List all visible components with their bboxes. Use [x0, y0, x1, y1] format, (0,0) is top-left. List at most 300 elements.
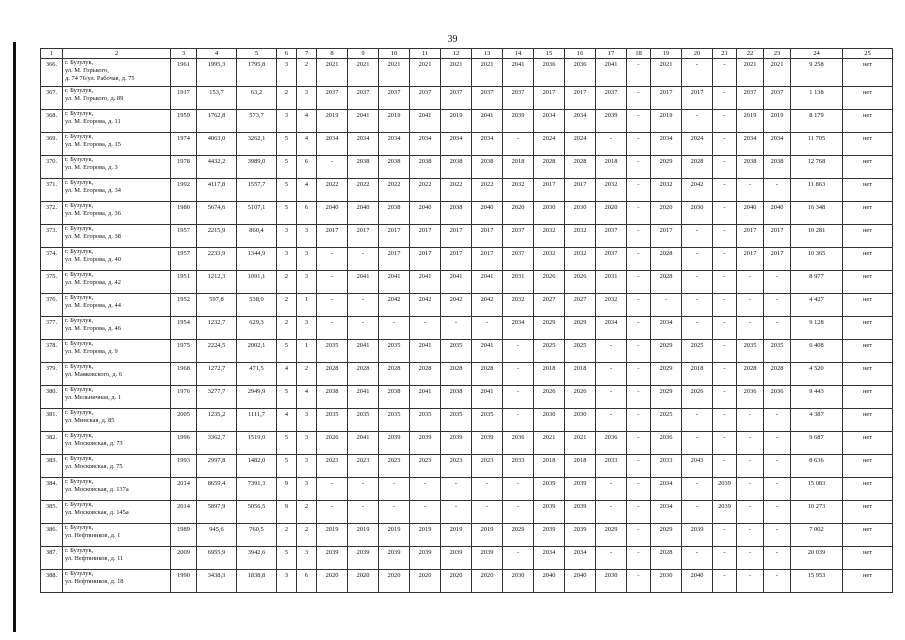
address-cell [63, 409, 171, 432]
value-cell-col-3: 1992 [171, 179, 197, 202]
value-cell-col-18: - [627, 340, 651, 363]
value-cell-col-7: 3 [297, 547, 317, 570]
value-cell-col-20: - [682, 317, 713, 340]
value-cell-col-16: 2025 [565, 340, 596, 363]
value-cell-col-4: 5897,9 [197, 501, 237, 524]
value-cell-col-15: 2029 [534, 317, 565, 340]
value-cell-col-12: 2035 [441, 340, 472, 363]
value-cell-col-19: 2034 [651, 478, 682, 501]
column-number-18: 18 [627, 49, 651, 59]
value-cell-col-14: 2030 [503, 570, 534, 593]
value-cell-col-7: 1 [297, 294, 317, 317]
value-cell-col-17: - [596, 501, 627, 524]
value-cell-col-17: - [596, 547, 627, 570]
value-cell-col-12: 2042 [441, 294, 472, 317]
value-cell-col-12: 2022 [441, 179, 472, 202]
value-cell-col-10: - [379, 317, 410, 340]
value-cell-col-19: 2019 [651, 110, 682, 133]
value-cell-col-3: 1974 [171, 133, 197, 156]
value-cell-col-5: 1344,9 [237, 248, 277, 271]
value-cell-col-17: 2032 [596, 294, 627, 317]
value-cell-col-5: 1111,7 [237, 409, 277, 432]
value-cell-col-22: 2017 [737, 248, 764, 271]
value-cell-col-3: 1996 [171, 432, 197, 455]
table-row [41, 432, 893, 455]
value-cell-col-23: 2017 [764, 225, 791, 248]
value-cell-col-21: - [713, 156, 737, 179]
value-cell-col-10: - [379, 478, 410, 501]
value-cell-col-8: 2035 [317, 409, 348, 432]
value-cell-col-19: 2032 [651, 179, 682, 202]
value-cell-col-22: 2038 [737, 156, 764, 179]
value-cell-col-8: 2020 [317, 570, 348, 593]
value-cell-col-12: 2021 [441, 59, 472, 87]
value-cell-col-9: 2020 [348, 570, 379, 593]
value-cell-col-9: 2019 [348, 524, 379, 547]
value-cell-col-7: 3 [297, 478, 317, 501]
value-cell-col-5: 7391,3 [237, 478, 277, 501]
value-cell-col-17: - [596, 133, 627, 156]
value-cell-col-12: - [441, 478, 472, 501]
row-number: 378. [41, 340, 63, 363]
value-cell-col-23: - [764, 478, 791, 501]
table-row [41, 179, 893, 202]
value-cell-col-15: 2034 [534, 547, 565, 570]
value-cell-col-21: - [713, 59, 737, 87]
value-cell-col-22: - [737, 547, 764, 570]
column-number-21: 21 [713, 49, 737, 59]
value-cell-col-18: - [627, 409, 651, 432]
value-cell-col-22: - [737, 179, 764, 202]
value-cell-col-14: - [503, 478, 534, 501]
value-cell-col-14: 2037 [503, 225, 534, 248]
value-cell-col-17: - [596, 386, 627, 409]
value-cell-col-7: 3 [297, 455, 317, 478]
value-cell-col-15: 2039 [534, 501, 565, 524]
value-cell-col-11: 2034 [410, 133, 441, 156]
value-cell-col-15: 2032 [534, 225, 565, 248]
value-cell-col-12: 2037 [441, 87, 472, 110]
address-line: ул. Московская, д. 137а [65, 486, 129, 493]
value-cell-col-19: 2028 [651, 248, 682, 271]
address-line: г. Бузулук, [65, 179, 94, 186]
value-cell-col-12: - [441, 501, 472, 524]
value-cell-col-12: 2017 [441, 225, 472, 248]
value-cell-col-23: - [764, 294, 791, 317]
value-cell-col-5: 629,3 [237, 317, 277, 340]
value-cell-col-14: 2034 [503, 317, 534, 340]
row-number: 381. [41, 409, 63, 432]
address-cell [63, 524, 171, 547]
address-line: д. 74 76/ул. Рабочая, д. 75 [65, 75, 135, 82]
address-line: г. Бузулук, [65, 294, 94, 301]
value-cell-col-14: - [503, 340, 534, 363]
address-cell [63, 501, 171, 524]
value-cell-col-20: - [682, 225, 713, 248]
value-cell-col-11: 2040 [410, 202, 441, 225]
value-cell-col-6: 2 [277, 294, 297, 317]
value-cell-col-20: - [682, 59, 713, 87]
value-cell-col-11: - [410, 501, 441, 524]
value-cell-col-19: 2025 [651, 409, 682, 432]
value-cell-col-17: 2036 [596, 432, 627, 455]
column-number-7: 7 [297, 49, 317, 59]
value-cell-col-24: 9 443 [791, 386, 843, 409]
column-number-1: 1 [41, 49, 63, 59]
value-cell-col-11: 2020 [410, 570, 441, 593]
address-line: г. Бузулук, [65, 501, 94, 508]
value-cell-col-6: 2 [277, 524, 297, 547]
value-cell-col-5: 1091,1 [237, 271, 277, 294]
column-number-14: 14 [503, 49, 534, 59]
value-cell-col-19: 2034 [651, 501, 682, 524]
value-cell-col-24: 15 953 [791, 570, 843, 593]
value-cell-col-9: 2035 [348, 409, 379, 432]
row-number: 386. [41, 524, 63, 547]
value-cell-col-15: 2025 [534, 340, 565, 363]
table-body [41, 59, 893, 593]
value-cell-col-7: 3 [297, 271, 317, 294]
value-cell-col-15: 2018 [534, 455, 565, 478]
value-cell-col-18: - [627, 202, 651, 225]
row-number: 375. [41, 271, 63, 294]
value-cell-col-11: 2041 [410, 110, 441, 133]
value-cell-col-5: 63,2 [237, 87, 277, 110]
value-cell-col-14: 2031 [503, 271, 534, 294]
value-cell-col-24: 9 687 [791, 432, 843, 455]
value-cell-col-16: 2040 [565, 570, 596, 593]
value-cell-col-15: 2040 [534, 570, 565, 593]
value-cell-col-16: 2034 [565, 547, 596, 570]
address-cell [63, 570, 171, 593]
value-cell-col-24: 4 427 [791, 294, 843, 317]
value-cell-col-14: 2032 [503, 179, 534, 202]
value-cell-col-14: 2032 [503, 294, 534, 317]
value-cell-col-19: 2029 [651, 363, 682, 386]
value-cell-col-13: 2041 [472, 340, 503, 363]
value-cell-col-4: 2233,9 [197, 248, 237, 271]
column-number-10: 10 [379, 49, 410, 59]
value-cell-col-23: - [764, 547, 791, 570]
value-cell-col-22: 2028 [737, 363, 764, 386]
column-number-4: 4 [197, 49, 237, 59]
value-cell-col-3: 1975 [171, 340, 197, 363]
address-line: г. Бузулук, [65, 87, 94, 94]
value-cell-col-25: нет [843, 294, 893, 317]
value-cell-col-14: - [503, 547, 534, 570]
value-cell-col-4: 3438,3 [197, 570, 237, 593]
value-cell-col-12: 2039 [441, 547, 472, 570]
value-cell-col-17: 2031 [596, 271, 627, 294]
value-cell-col-13: 2039 [472, 432, 503, 455]
row-number: 376. [41, 294, 63, 317]
value-cell-col-9: 2041 [348, 432, 379, 455]
column-number-6: 6 [277, 49, 297, 59]
value-cell-col-7: 3 [297, 87, 317, 110]
value-cell-col-4: 2997,8 [197, 455, 237, 478]
value-cell-col-14: 2037 [503, 248, 534, 271]
column-number-16: 16 [565, 49, 596, 59]
value-cell-col-14: 2039 [503, 110, 534, 133]
value-cell-col-14: 2041 [503, 59, 534, 87]
value-cell-col-3: 1980 [171, 202, 197, 225]
value-cell-col-3: 1976 [171, 386, 197, 409]
value-cell-col-12: 2038 [441, 202, 472, 225]
value-cell-col-6: 5 [277, 133, 297, 156]
value-cell-col-21: - [713, 202, 737, 225]
value-cell-col-17: 2041 [596, 59, 627, 87]
value-cell-col-12: 2028 [441, 363, 472, 386]
address-cell [63, 202, 171, 225]
value-cell-col-19: 2029 [651, 386, 682, 409]
value-cell-col-25: нет [843, 478, 893, 501]
value-cell-col-15: 2027 [534, 294, 565, 317]
value-cell-col-4: 2224,5 [197, 340, 237, 363]
value-cell-col-4: 1762,8 [197, 110, 237, 133]
value-cell-col-12: 2020 [441, 570, 472, 593]
value-cell-col-20: 2028 [682, 156, 713, 179]
value-cell-col-17: 2030 [596, 570, 627, 593]
value-cell-col-20: 2040 [682, 570, 713, 593]
binding-edge-line [13, 42, 16, 632]
value-cell-col-19: 2017 [651, 225, 682, 248]
value-cell-col-16: 2028 [565, 156, 596, 179]
address-line: г. Бузулук, [65, 225, 94, 232]
value-cell-col-6: 5 [277, 547, 297, 570]
value-cell-col-7: 6 [297, 570, 317, 593]
value-cell-col-3: 2009 [171, 547, 197, 570]
address-line: ул. М. Егорова, д. 40 [65, 256, 121, 263]
value-cell-col-25: нет [843, 248, 893, 271]
value-cell-col-24: 8 179 [791, 110, 843, 133]
value-cell-col-11: 2019 [410, 524, 441, 547]
value-cell-col-16: 2036 [565, 59, 596, 87]
value-cell-col-12: 2034 [441, 133, 472, 156]
value-cell-col-6: 2 [277, 317, 297, 340]
value-cell-col-6: 4 [277, 363, 297, 386]
value-cell-col-24: 6 408 [791, 340, 843, 363]
value-cell-col-20: - [682, 501, 713, 524]
value-cell-col-16: 2018 [565, 363, 596, 386]
address-cell [63, 386, 171, 409]
value-cell-col-18: - [627, 248, 651, 271]
value-cell-col-22: 2034 [737, 133, 764, 156]
value-cell-col-16: 2032 [565, 225, 596, 248]
table-row [41, 110, 893, 133]
value-cell-col-20: 2018 [682, 363, 713, 386]
address-line: г. Бузулук, [65, 570, 94, 577]
value-cell-col-5: 760,5 [237, 524, 277, 547]
value-cell-col-16: 2017 [565, 179, 596, 202]
value-cell-col-5: 1795,8 [237, 59, 277, 87]
value-cell-col-21: - [713, 409, 737, 432]
value-cell-col-4: 4432,2 [197, 156, 237, 179]
address-cell [63, 133, 171, 156]
value-cell-col-11: 2028 [410, 363, 441, 386]
value-cell-col-3: 1989 [171, 524, 197, 547]
row-number: 371. [41, 179, 63, 202]
value-cell-col-9: 2021 [348, 59, 379, 87]
value-cell-col-4: 1995,3 [197, 59, 237, 87]
value-cell-col-11: - [410, 317, 441, 340]
value-cell-col-3: 1993 [171, 455, 197, 478]
value-cell-col-24: 4 520 [791, 363, 843, 386]
value-cell-col-22: - [737, 409, 764, 432]
value-cell-col-9: 2022 [348, 179, 379, 202]
value-cell-col-25: нет [843, 501, 893, 524]
value-cell-col-12: 2019 [441, 524, 472, 547]
value-cell-col-24: 16 348 [791, 202, 843, 225]
value-cell-col-13: - [472, 478, 503, 501]
value-cell-col-13: 2023 [472, 455, 503, 478]
value-cell-col-8: 2039 [317, 547, 348, 570]
row-number: 366. [41, 59, 63, 87]
row-number: 384. [41, 478, 63, 501]
value-cell-col-13: 2019 [472, 524, 503, 547]
address-cell [63, 455, 171, 478]
value-cell-col-17: - [596, 363, 627, 386]
column-number-3: 3 [171, 49, 197, 59]
value-cell-col-10: 2019 [379, 110, 410, 133]
value-cell-col-11: 2022 [410, 179, 441, 202]
value-cell-col-19: 2034 [651, 133, 682, 156]
column-number-13: 13 [472, 49, 503, 59]
value-cell-col-6: 3 [277, 225, 297, 248]
value-cell-col-14: - [503, 363, 534, 386]
value-cell-col-15: 2021 [534, 432, 565, 455]
value-cell-col-20: 2017 [682, 87, 713, 110]
value-cell-col-6: 5 [277, 156, 297, 179]
value-cell-col-23: - [764, 179, 791, 202]
value-cell-col-7: 2 [297, 524, 317, 547]
value-cell-col-4: 1235,2 [197, 409, 237, 432]
value-cell-col-25: нет [843, 340, 893, 363]
row-number: 373. [41, 225, 63, 248]
value-cell-col-14: - [503, 386, 534, 409]
value-cell-col-24: 10 273 [791, 501, 843, 524]
value-cell-col-21: - [713, 455, 737, 478]
value-cell-col-13: 2038 [472, 156, 503, 179]
table-row [41, 294, 893, 317]
value-cell-col-25: нет [843, 524, 893, 547]
table-row [41, 271, 893, 294]
value-cell-col-22: - [737, 570, 764, 593]
value-cell-col-22: 2040 [737, 202, 764, 225]
address-cell [63, 156, 171, 179]
value-cell-col-17: 2039 [596, 110, 627, 133]
value-cell-col-6: 3 [277, 110, 297, 133]
value-cell-col-16: 2039 [565, 501, 596, 524]
value-cell-col-16: 2021 [565, 432, 596, 455]
table-row [41, 248, 893, 271]
value-cell-col-25: нет [843, 547, 893, 570]
value-cell-col-24: 10 281 [791, 225, 843, 248]
value-cell-col-8: 2038 [317, 386, 348, 409]
value-cell-col-9: 2037 [348, 87, 379, 110]
value-cell-col-25: нет [843, 110, 893, 133]
address-cell [63, 59, 171, 87]
value-cell-col-20: - [682, 271, 713, 294]
row-number: 370. [41, 156, 63, 179]
value-cell-col-21: - [713, 225, 737, 248]
value-cell-col-8: - [317, 156, 348, 179]
address-line: г. Бузулук, [65, 248, 94, 255]
table-row [41, 363, 893, 386]
value-cell-col-9: 2039 [348, 547, 379, 570]
row-number: 368. [41, 110, 63, 133]
address-line: ул. Московская, д. 145а [65, 509, 129, 516]
value-cell-col-20: 2039 [682, 524, 713, 547]
value-cell-col-19: 2028 [651, 547, 682, 570]
value-cell-col-21: 2039 [713, 478, 737, 501]
value-cell-col-24: 12 768 [791, 156, 843, 179]
value-cell-col-22: - [737, 317, 764, 340]
value-cell-col-17: 2037 [596, 87, 627, 110]
value-cell-col-10: 2041 [379, 271, 410, 294]
value-cell-col-9: - [348, 478, 379, 501]
value-cell-col-3: 1952 [171, 294, 197, 317]
column-number-2: 2 [63, 49, 171, 59]
value-cell-col-8: 2019 [317, 110, 348, 133]
value-cell-col-12: 2039 [441, 432, 472, 455]
value-cell-col-11: 2037 [410, 87, 441, 110]
value-cell-col-4: 3362,7 [197, 432, 237, 455]
value-cell-col-8: - [317, 248, 348, 271]
value-cell-col-25: нет [843, 271, 893, 294]
value-cell-col-20: 2030 [682, 202, 713, 225]
value-cell-col-22: - [737, 455, 764, 478]
value-cell-col-6: 5 [277, 202, 297, 225]
value-cell-col-6: 2 [277, 271, 297, 294]
value-cell-col-17: 2018 [596, 156, 627, 179]
value-cell-col-18: - [627, 156, 651, 179]
value-cell-col-18: - [627, 547, 651, 570]
value-cell-col-7: 3 [297, 317, 317, 340]
value-cell-col-22: 2035 [737, 340, 764, 363]
value-cell-col-12: 2038 [441, 156, 472, 179]
value-cell-col-21: - [713, 87, 737, 110]
value-cell-col-7: 3 [297, 225, 317, 248]
value-cell-col-10: 2042 [379, 294, 410, 317]
value-cell-col-8: 2040 [317, 202, 348, 225]
value-cell-col-23: - [764, 432, 791, 455]
value-cell-col-25: нет [843, 59, 893, 87]
value-cell-col-3: 2014 [171, 501, 197, 524]
row-number: 385. [41, 501, 63, 524]
value-cell-col-24: 7 002 [791, 524, 843, 547]
value-cell-col-4: 8659,4 [197, 478, 237, 501]
address-cell [63, 179, 171, 202]
value-cell-col-6: 9 [277, 501, 297, 524]
value-cell-col-10: 2039 [379, 547, 410, 570]
value-cell-col-19: 2017 [651, 87, 682, 110]
value-cell-col-21: 2039 [713, 501, 737, 524]
value-cell-col-3: 1954 [171, 317, 197, 340]
value-cell-col-25: нет [843, 87, 893, 110]
value-cell-col-13: 2028 [472, 363, 503, 386]
value-cell-col-3: 1957 [171, 248, 197, 271]
value-cell-col-7: 4 [297, 386, 317, 409]
value-cell-col-24: 11 863 [791, 179, 843, 202]
value-cell-col-4: 597,8 [197, 294, 237, 317]
address-line: ул. Нефтяников, д. 18 [65, 578, 124, 585]
value-cell-col-6: 3 [277, 570, 297, 593]
value-cell-col-25: нет [843, 455, 893, 478]
value-cell-col-25: нет [843, 570, 893, 593]
table-row [41, 202, 893, 225]
value-cell-col-5: 573,7 [237, 110, 277, 133]
address-line: ул. М. Егорова, д. 46 [65, 325, 121, 332]
